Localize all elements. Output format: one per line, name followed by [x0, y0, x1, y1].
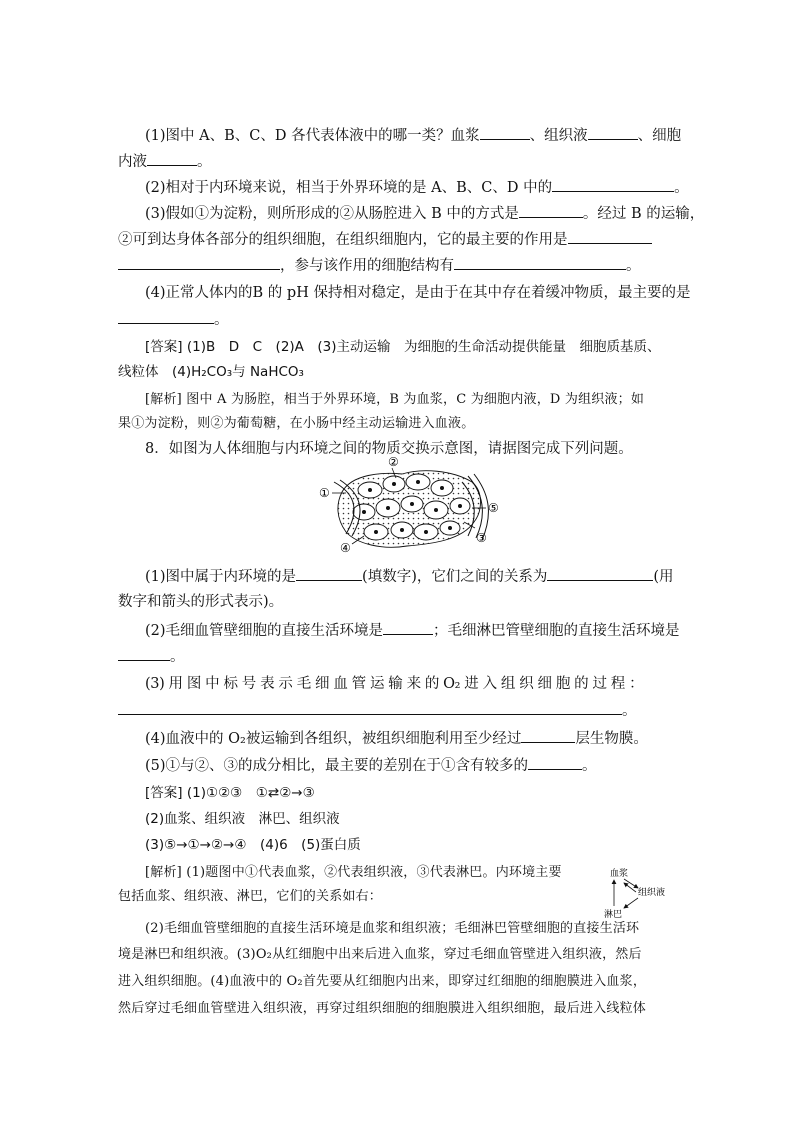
- blank: [521, 728, 575, 743]
- node-plasma: 血浆: [610, 869, 629, 879]
- q7-line-4: (3)假如①为淀粉，则所形成的②从肠腔进入 B 中的方式是 。经过 B 的运输，: [145, 203, 678, 224]
- blank: [519, 203, 583, 218]
- q8-title: 8．如图为人体细胞与内环境之间的物质交换示意图，请据图完成下列问题。: [145, 441, 633, 457]
- q7-line-3: (2)相对于内环境来说，相当于外界环境的是 A、B、C、D 中的 。: [145, 177, 678, 198]
- q7-line-8: 。: [118, 309, 678, 330]
- q7-line-6: ，参与该作用的细胞结构有 。: [118, 255, 678, 276]
- q8-line-2: 数字和箭头的形式表示)。: [118, 594, 284, 610]
- q8-analysis-line-1: [解析] (1)题图中①代表血浆，②代表组织液，③代表淋巴。内环境主要: [145, 865, 562, 880]
- blank: [118, 700, 622, 715]
- analysis-tag: [解析]: [145, 865, 182, 880]
- node-lymph: 淋巴: [604, 910, 623, 920]
- q7-analysis-line-2: 果①为淀粉，则②为葡萄糖，在小肠中经主动运输进入血液。: [118, 416, 475, 431]
- q8-line-4: 。: [118, 646, 678, 667]
- node-tissue-fluid: 组织液: [638, 888, 666, 898]
- q8-answer-line-1: [答案] (1)①②③ ①⇄②→③: [145, 785, 315, 801]
- tissue-cells: [338, 471, 481, 548]
- tissue-exchange-figure: [312, 452, 502, 562]
- q7-line-1: (1)图中 A、B、C、D 各代表体液中的哪一类？血浆 、组织液 、细胞: [145, 125, 678, 146]
- q8-answer-line-2: (2)血浆、组织液 淋巴、组织液: [145, 811, 340, 827]
- q8-analysis-line-5: 进入组织细胞。(4)血液中的 O₂首先要从红细胞内出来，即穿过红细胞的细胞膜进入血浆，: [118, 974, 647, 989]
- q8-line-7: (4)血液中的 O₂被运输到各组织，被组织细胞利用至少经过 层生物膜。: [145, 728, 678, 749]
- q7-line-2: 内液 。: [118, 151, 678, 172]
- q8-analysis-line-4: 境是淋巴和组织液。(3)O₂从红细胞中出来后进入血浆，穿过毛细血管壁进入组织液，然后: [118, 947, 642, 962]
- blank: [383, 620, 433, 635]
- q8-analysis-line-6: 然后穿过毛细血管壁进入组织液，再穿过组织细胞的细胞膜进入组织细胞，最后进入线粒体: [118, 1001, 647, 1016]
- label-3: ③: [476, 531, 487, 545]
- blank: [118, 309, 214, 324]
- answer-tag: [答案]: [145, 339, 183, 355]
- relation-arrows: [614, 879, 638, 908]
- blank: [568, 229, 652, 244]
- q7-analysis-line-1: [解析] 图中 A 为肠腔，相当于外界环境，B 为血浆，C 为细胞内液，D 为组织液；如: [145, 392, 645, 407]
- answer-tag: [答案]: [145, 785, 183, 801]
- blank: [588, 125, 638, 140]
- blank: [118, 255, 280, 270]
- q7-line-7: (4)正常人体内的B 的 pH 保持相对稳定，是由于在其中存在着缓冲物质，最主要的是: [145, 285, 691, 301]
- q8-analysis-line-2: 包括血浆、组织液、淋巴，它们的关系如右：: [118, 889, 383, 904]
- q8-analysis-line-3: (2)毛细血管壁细胞的直接生活环境是血浆和组织液；毛细淋巴管壁细胞的直接生活环: [145, 921, 640, 936]
- label-2: ②: [388, 455, 399, 469]
- q7-answer-line-2: 线粒体 (4)H₂CO₃与 NaHCO₃: [118, 364, 304, 380]
- fluid-relationship-diagram: [598, 864, 678, 922]
- blank: [547, 566, 653, 581]
- blank: [480, 125, 530, 140]
- blank: [147, 151, 197, 166]
- q8-line-5: (3) 用 图 中 标 号 表 示 毛 细 血 管 运 输 来 的 O₂ 进 入 组 织 细 胞 的 过 程 ：: [145, 676, 644, 692]
- q8-line-8: (5)①与②、③的成分相比，最主要的差别在于①含有较多的 。: [145, 755, 678, 776]
- blank: [454, 255, 626, 270]
- q8-line-3: (2)毛细血管壁细胞的直接生活环境是 ；毛细淋巴管壁细胞的直接生活环境是: [145, 620, 678, 641]
- blank: [296, 566, 362, 581]
- label-1: ①: [319, 486, 330, 500]
- q8-answer-line-3: (3)⑤→①→②→④ (4)6 (5)蛋白质: [145, 837, 361, 853]
- blank: [118, 646, 170, 661]
- label-4: ④: [340, 541, 351, 555]
- label-5: ⑤: [488, 501, 499, 515]
- q8-line-1: (1)图中属于内环境的是 (填数字)，它们之间的关系为 (用: [145, 566, 678, 587]
- q7-answer-line-1: [答案] (1)B D C (2)A (3)主动运输 为细胞的生命活动提供能量 细胞质基质、: [145, 339, 661, 355]
- q7-line-5: ②可到达身体各部分的组织细胞，在组织细胞内，它的最主要的作用是: [118, 229, 678, 250]
- blank: [528, 755, 582, 770]
- analysis-tag: [解析]: [145, 392, 182, 407]
- q8-line-6: 。: [118, 700, 678, 721]
- blank: [552, 177, 674, 192]
